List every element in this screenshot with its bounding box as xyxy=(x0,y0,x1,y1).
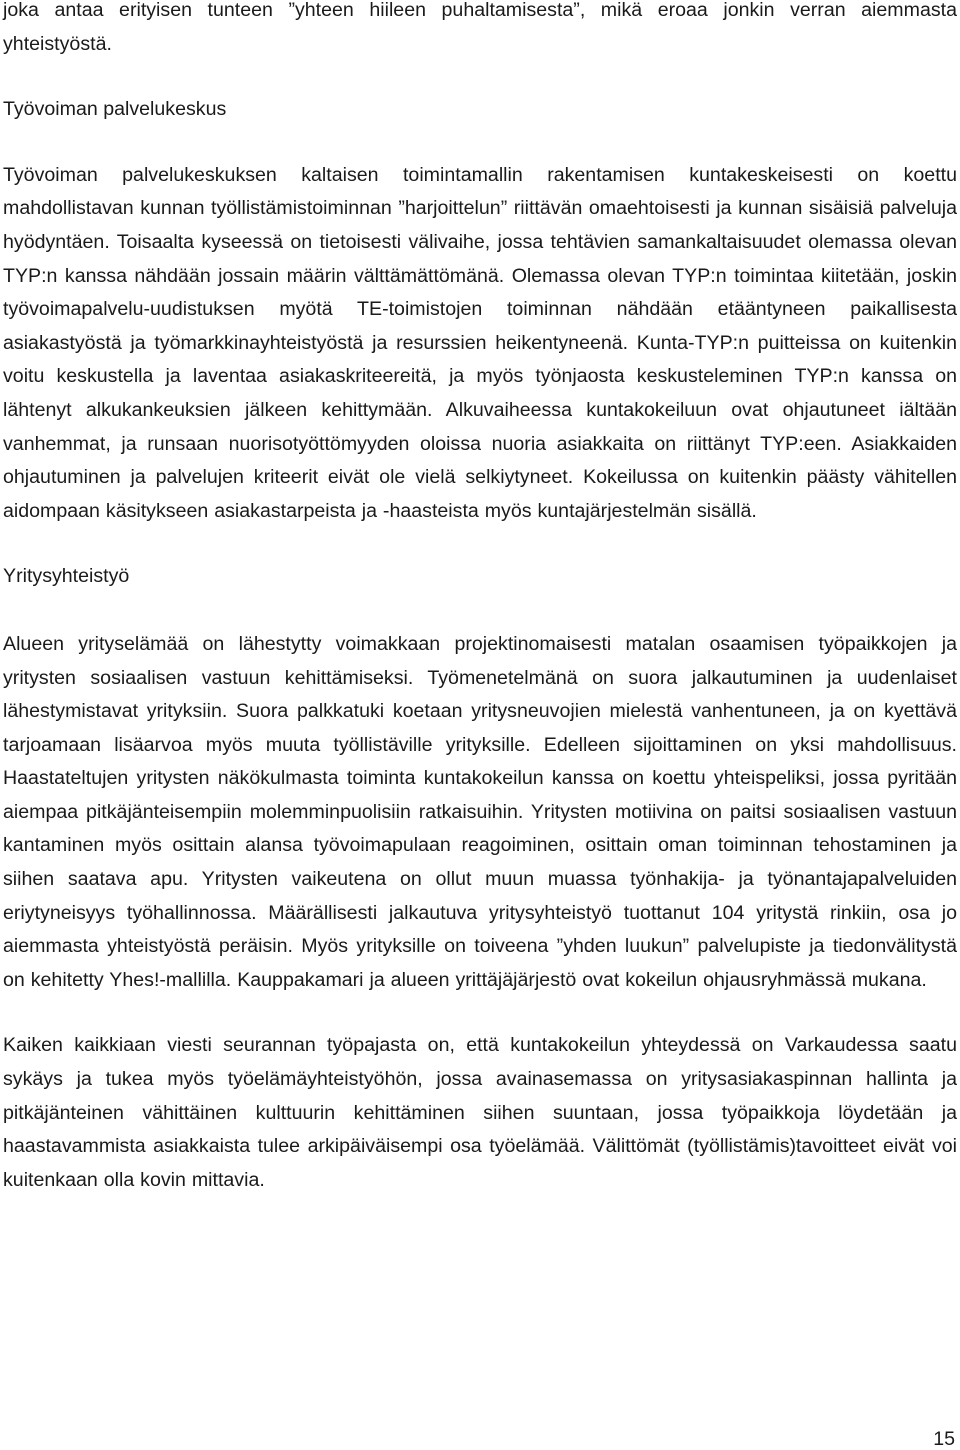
paragraph-tyovoiman-body: Työvoiman palvelukeskuksen kaltaisen toimintamallin rakentamisen kuntakeskeisesti on koettu mahdollistavan kunnan työllistämistoiminnan ”harjoittelun” riittävän omaehtoisesti ja kunnan sisäisiä palveluja hyödyntäen. Toisaalta kyseessä on tietoisesti välivaihe, jossa tehtävien samankaltaisuudet olemassa olevan TYP:n kanssa nähdään jossain määrin välttämättömänä. Olemassa olevan TYP:n toimintaa kiitetään, joskin työvoimapalvelu-uudistuksen myötä TE-toimistojen toiminnan nähdään etääntyneen paikallisesta asiakastyöstä ja työmarkkinayhteistyöstä ja resurssien heikentyneenä. Kunta-TYP:n puitteissa on kuitenkin voitu keskustella ja laventaa asiakaskriteereitä, ja myös työnjaosta keskusteleminen TYP:n kanssa on lähtenyt alkukankeuksien jälkeen kehittymään. Alkuvaiheessa kuntakokeiluun ovat ohjautuneet iältään vanhemmat, ja runsaan nuorisotyöttömyyden oloissa nuoria asiakkaita on riittänyt TYP:een. Asiakkaiden ohjautuminen ja palvelujen kriteerit eivät ole vielä selkiytyneet. Kokeilussa on kuitenkin päästy vähitellen aidompaan käsitykseen asiakastarpeista ja -haasteista myös kuntajärjestelmän sisällä. xyxy=(3,163,957,522)
section-heading-tyovoiman-palvelukeskus: Työvoiman palvelukeskus xyxy=(3,98,227,121)
paragraph-gap xyxy=(3,594,957,628)
section-heading-yritysyhteistyo: Yritysyhteistyö xyxy=(3,565,130,588)
paragraph-intro-tail: joka antaa erityisen tunteen ”yhteen hiileen puhaltamisesta”, mikä eroaa jonkin verran aiemmasta yhteistyöstä. xyxy=(3,0,957,55)
paragraph-gap xyxy=(3,528,957,560)
page-number: 15 xyxy=(933,1428,955,1450)
paragraph-yritys-body: Alueen yrityselämää on lähestytty voimakkaan projektinomaisesti matalan osaamisen työpaikkojen ja yritysten sosiaalisen vastuun kehittämiseksi. Työmenetelmänä on suora jalkautuminen ja uudenlaiset lähestymistavat yrityksiin. Suora palkkatuki koetaan yritysneuvojien mielestä vanhentuneen, ja on kyettävä tarjoamaan lisäarvoa myös muuta työllistäville yrityksille. Edelleen sijoittaminen on yksi mahdollisuus. Haastateltujen yritysten näkökulmasta toiminta kuntakokeilun kanssa on koettu yhteispeliksi, jossa pyritään aiempaa pitkäjänteisempiin molemminpuolisiin ratkaisuihin. Yritysten motiivina on paitsi sosiaalisen vastuun kantaminen myös osittain alansa työvoimapulaan reagoiminen, osittain oman toiminnan tehostaminen ja siihen saatava apu. Yritysten vaikeutena on ollut muun muassa työnhakija- ja työnantajapalveluiden eriytyneisyys työhallinnossa. Määrällisesti jalkautuva yritysyhteistyö tuottanut 104 yritystä rinkiin, osa jo aiemmasta yhteistyöstä peräisin. Myös yrityksille on toiveena ”yhden luukun” palvelupiste ja tiedonvälitystä on kehitetty Yhes!-mallilla. Kauppakamari ja alueen yrittäjäjärjestö ovat kokeilun ohjausryhmässä mukana. xyxy=(3,632,957,991)
paragraph-conclusion: Kaiken kaikkiaan viesti seurannan työpajasta on, että kuntakokeilun yhteydessä on Varkaudessa saatu sykäys ja tukea myös työelämäyhteistyöhön, jossa avainasemassa on yritysasiakaspinnan hallinta ja pitkäjänteinen vähittäinen kulttuurin kehittäminen siihen suuntaan, jossa työpaikkoja löydetään ja haastavammista asiakkaista tulee arkipäiväisempi osa työelämää. Välittömät (työllistämis)tavoitteet eivät voi kuitenkaan olla kovin mittavia. xyxy=(3,1034,957,1191)
document-body xyxy=(3,0,957,1197)
paragraph-gap xyxy=(3,997,957,1029)
paragraph-gap xyxy=(3,61,957,93)
paragraph-gap xyxy=(3,127,957,159)
